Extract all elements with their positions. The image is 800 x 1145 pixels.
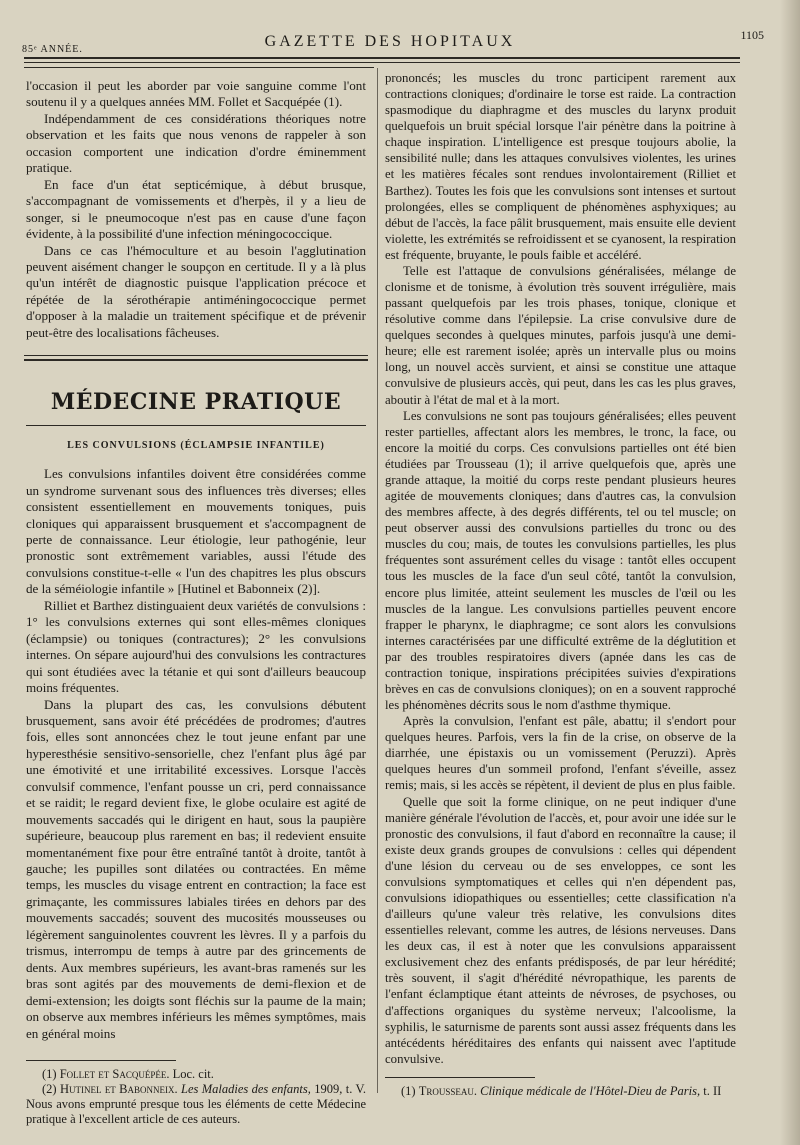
paragraph: prononcés; les muscles du tronc participent rarement aux contractions cloniques; d'ordinaire le torse est raide. La contraction spasmodique du diaphragme et des muscles du larynx produit quelquefois un bruit spécial lorsque l'air pénètre dans la poitrine à chaque inspiration. L'intelligence est presque toujours abolie, la sensibilité nulle; dans les attaques convulsives violentes, les urines et les matières fécales sont rendues involontairement (Rilliet et Barthez). Toutes les fois que les convulsions sont intenses et surtout prolongées, elles se compliquent de phénomènes asphyxiques; au début de l'accès, la face pâlit brusquement, mais ensuite elle devient violette, les extrémités se refroidissent et se cyanosent, la respiration est fréquente, bruyante, le pouls faible et accéléré.: [385, 71, 736, 262]
footnote-2: (2) Hutinel et Babonneix. Les Maladies des enfants, 1909, t. V. Nous avons emprunté presque tous les éléments de cette Médecine pratique à l'excellent article de ces auteurs.: [26, 1082, 366, 1127]
footnote-title: Clinique médicale de l'Hôtel-Dieu de Paris,: [476, 1083, 701, 1098]
paragraph: Telle est l'attaque de convulsions généralisées, mélange de clonisme et de tonisme, à évolution très souvent irrégulière, mais passant quelquefois par les trois phases, tonique, clonique et résolutive comme dans l'épilepsie. La crise convulsive dure de quelques secondes à quelques minutes, parfois jusqu'à une demi-heure; elle est rarement isolée; après un intervalle plus ou moins long, un nouvel accès survient, et ainsi se constitue une attaque convulsive de plusieurs accès, qui peut, dans les cas les plus graves, aboutir à l'état de mal et à la mort.: [385, 263, 736, 407]
paragraph: Indépendamment de ces considérations théoriques notre observation et les faits que nous venons de rappeler à son occasion comportent une indication d'ordre éminemment pratique.: [26, 110, 366, 176]
title-rule: [26, 425, 366, 426]
footnote-author: Follet et Sacquépée.: [59, 1067, 170, 1082]
header-rule-bottom: [24, 62, 740, 63]
footnote-1: (1) Follet et Sacquépée. Loc. cit.: [42, 1067, 214, 1082]
paragraph: Les convulsions infantiles doivent être considérées comme un syndrome survenant sous des influences très diverses; elles consistent essentiellement en mouvements toniques, puis cloniques qui apparaissent brusquement et s'accompagnent de perte de connaissance. Leur étiologie, leur pathogénie, leur pronostic sont extrêmement variables, aussi l'étude des convulsions constitue-t-elle « l'un des chapitres les plus obscurs de la séméiologie infantile » [Hutinel et Babonneix (2)].: [26, 466, 366, 597]
left-column: [26, 78, 366, 1127]
footnotes: [385, 1084, 736, 1099]
footnotes: [26, 1067, 366, 1127]
footnote-text: 1909, t. V. Nous avons emprunté presque tous les éléments de cette Médecine pratique à l'excellent article de ces auteurs.: [26, 1082, 366, 1127]
article-subtitle: LES CONVULSIONS (ÉCLAMPSIE INFANTILE): [67, 439, 325, 451]
footnote-rule: [26, 1060, 176, 1061]
footnote-title: Les Maladies des enfants,: [177, 1082, 311, 1097]
section-title: MÉDECINE PRATIQUE: [50, 389, 342, 416]
footnote-author: Hutinel et Babonneix.: [59, 1082, 178, 1097]
section-rule: [24, 355, 368, 356]
paragraph: Rilliet et Barthez distinguaient deux variétés de convulsions : 1° les convulsions externes qui sont elles-mêmes cloniques (éclampsie) ou toniques (contractures); 2° les convulsions internes. On sépare aujourd'hui des convulsions les contractures qui sont étudiées avec la tétanie et qui sont d'ailleurs beaucoup moins fréquentes.: [26, 597, 366, 696]
footnote-text: Loc. cit.: [169, 1067, 214, 1082]
footnote-rule: [385, 1077, 535, 1078]
header-rule-top: [24, 57, 740, 59]
column-divider: [377, 68, 378, 1093]
paragraph: Après la convulsion, l'enfant est pâle, abattu; il s'endort pour quelques heures. Parfois, vers la fin de la crise, on observe de la diarrhée, une épistaxis ou un vomissement (Peruzzi). Après quelques heures d'un sommeil profond, l'enfant s'éveille, assez remis; mais, si les accès se répètent, il devient de plus en plus faible.: [385, 714, 736, 793]
footnote-author: Trousseau.: [418, 1083, 477, 1098]
header-rule-left: [24, 67, 374, 68]
paragraph: Dans la plupart des cas, les convulsions débutent brusquement, sans avoir été précédées de prodromes; d'autres fois, elles sont annoncées chez le tout jeune enfant par une hyperesthésie sensitivo-sensorielle, chez l'enfant plus âgé par une émotivité et une irritabilité excessives. Lorsque l'accès convulsif commence, l'enfant pousse un cri, perd connaissance et se raidit; le regard devient fixe, le globe oculaire est agité de mouvements saccadés qui le dirigent en haut, sous la paupière supérieure, beaucoup plus rarement en bas; il redevient ensuite momentanément fixe pour être entraîné tantôt à droite, tantôt à gauche; les pupilles sont dilatées ou contractées. En même temps, les muscles du visage entrent en contraction; la face est grimaçante, les commissures labiales tirées en dehors par des mouvements saccadés; souvent des mucosités mousseuses ou légèrement sanguinolentes couvrent les lèvres. Il y a parfois du trismus, interrompu de temps à autre par des grincements de dents. Aux membres supérieurs, les avant-bras ramenés sur les bras sont agités par des mouvements de demi-flexion et de demi-extension; les doigts sont fléchis sur la paume de la main; on observe aux membres inférieurs les mêmes symptômes, mais en général moins: [26, 696, 366, 1041]
paragraph: Les convulsions ne sont pas toujours généralisées; elles peuvent rester partielles, affectant alors les membres, le tronc, la face, ou encore la moitié du corps. Ces convulsions partielles ont été bien étudiées par Trousseau (1); il arrive quelquefois que, après une grande attaque, la moitié du corps reste pendant plusieurs heures agitée de mouvements cloniques; dans d'autres cas, la convulsion des membres affecte, à des degrés différents, tel ou tel muscle; on peut observer aussi des convulsions partielles du tronc ou des muscles du cou; mais, de toutes les convulsions partielles, les plus fréquentes sont assurément celles du visage : tantôt elles occupent tous les muscles de la face d'un seul côté, tantôt la convulsion, encore plus limitée, atteint seulement les muscles de l'œil ou les muscles de la langue. Les convulsions partielles peuvent encore frapper le pharynx, le diaphragme; ce sont alors les convulsions internes caractérisées par une difficulté extrême de la déglutition et par des troubles respiratoires divers (apnée dans les cas de contraction tonique, inspirations précipitées suivies d'expirations brèves en cas de convulsions cloniques); on en a souvent rapproché les phénomènes décrits sous le nom d'asthme thymique.: [385, 408, 736, 713]
paragraph: l'occasion il peut les aborder par voie sanguine comme l'ont soutenu il y a quelques années MM. Follet et Sacquépée (1).: [26, 78, 366, 110]
right-column: [385, 70, 736, 1099]
footnote-text: t. II: [700, 1083, 722, 1098]
header-year: 85ᵉ ANNÉE.: [22, 44, 83, 55]
section-rule: [24, 359, 368, 361]
paragraph: Dans ce cas l'hémoculture et au besoin l'agglutination peuvent aisément changer le soupçon en certitude. Il y a là plus qu'un intérêt de diagnostic puisque l'application précoce et répétée de la sérothérapie antiméningococcique permet d'opposer à la maladie un traitement spécifique et de prévenir peut-être des localisations fâcheuses.: [26, 242, 366, 340]
page-number: 1105: [740, 28, 764, 42]
paragraph: En face d'un état septicémique, à début brusque, s'accompagnant de vomissements et d'herpès, il y a lieu de songer, si le pneumocoque n'est pas en cause d'une façon évidente, à la possibilité d'une infection méningococcique.: [26, 176, 366, 242]
footnote-1: (1) Trousseau. Clinique médicale de l'Hôtel-Dieu de Paris, t. II: [401, 1083, 722, 1098]
header-title: GAZETTE DES HOPITAUX: [264, 33, 516, 50]
paragraph: Quelle que soit la forme clinique, on ne peut indiquer d'une manière générale l'évolution de l'accès, et, pour avoir une idée sur le pronostic des convulsions, il faut d'abord en reconnaître la cause; il existe deux grands groupes de convulsions : celles qui dépendent d'une lésion du cerveau ou de ses enveloppes, ce sont les convulsions symptomatiques et celles qui n'en dépendent pas, convulsions idiopathiques ou essentielles; cette classification n'a d'ailleurs qu'une valeur très relative, les convulsions dites essentielles relevant, comme les autres, de lésions nerveuses. Dans les deux cas, il est à noter que les convulsions apparaissent exclusivement chez des enfants prédisposés, de par leur hérédité; très souvent, il s'agit d'hérédité névropathique, les parents de l'enfant éclamptique étant atteints de névroses, de psychoses, ou d'affections organiques du système nerveux; l'alcoolisme, la syphilis, le saturnisme de parents sont aussi assez fréquents dans les antécédents héréditaires des enfants qui naissent avec l'aptitude convulsive.: [385, 794, 736, 1066]
